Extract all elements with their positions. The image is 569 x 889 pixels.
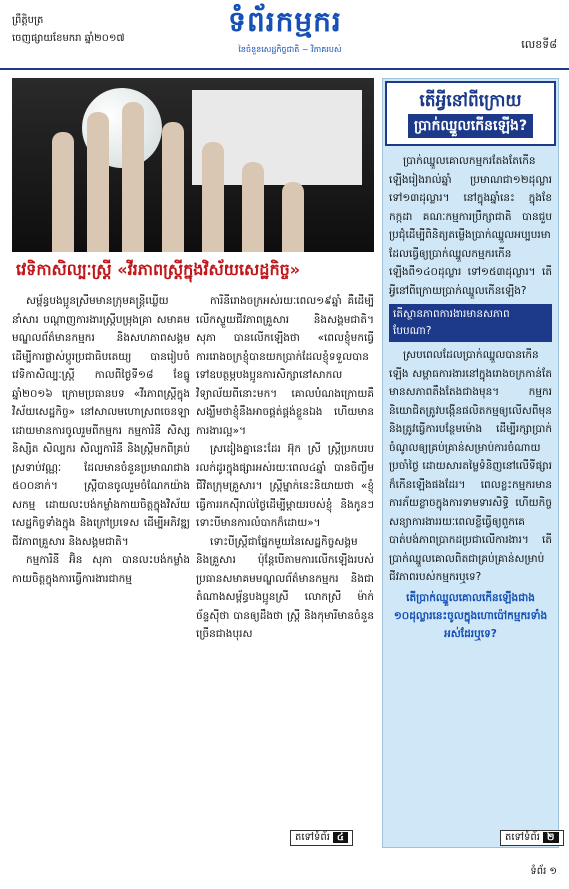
dancer-figure: [202, 142, 224, 252]
continued-label: តទៅទំព័រ: [505, 832, 540, 843]
dancer-figure: [282, 182, 304, 252]
continued-page-number: ២: [543, 832, 559, 843]
masthead-issue-info: [12, 12, 125, 48]
bulletin-label: ព្រឹត្តិបត្រ: [12, 15, 44, 26]
sidebar-title-line1: តើអ្វីនៅពីក្រោយ: [419, 91, 522, 111]
article-paragraph: សម្ព័ន្ធបងប្អូនស្រីមមានក្រុមគន្ត្រីឃ្លើយនាំសារ បណ្តាញការងារស្ត្រីបម្រុងគ្រា សមាគមមណ្ឌលព័ត៌មានកម្មករ និងសហភាពសង្គមដើម្បីការផ្លាស់ប្តូរប្រជាធិបតេយ្យ បានរៀបចំវេទិកាសិល្បៈស្ត្រី កាលពីថ្ងៃទី១៨ ខែធ្នូ ឆ្នាំ២០១៦ ក្រោមប្រធានបទ «វីរភាពស្ត្រីក្នុងវិស័យសេដ្ឋកិច្ច» នៅសាលមហោស្រពចេនឡា ដោយមានការចូលរួមពីកម្មករ កម្មការិនី សិស្ស និស្សិត សិល្បករ សិល្បការិនី និងស្ត្រីមកពីគ្រប់ស្រទាប់វណ្ណៈ ដែលមានចំនួនប្រមាណជាង ៥០០នាក់។ ស្ត្រីបានចូលរួមចំណែកយ៉ាងសកម្ម ដោយលះបង់កម្លាំងកាយចិត្តក្នុងវិស័យសេដ្ឋកិច្ចទាំងក្នុង និងក្រៅប្រទេស ដើម្បីអភិវឌ្ឍជីវភាពគ្រួសារ និងសង្គមជាតិ។: [12, 295, 190, 548]
dancer-figure: [122, 102, 144, 252]
article-paragraph: ស្រដៀងគ្នានេះដែរ អ៊ុក ស្រី ស្ត្រីប្រកបរបរលក់ដូរក្នុងផ្សារអស់រយៈពេល៤ឆ្នាំ បានចិញ្ចឹមជីវិតក្រុមគ្រួសារ។ ស្ត្រីម្នាក់នេះនិយាយថា «ខ្ញុំធ្វើការរកស៊ីរាល់ថ្ងៃដើម្បីម្តាយរបស់ខ្ញុំ និងកូនៗ ទោះបីមានការលំបាកក៏ដោយ»។: [196, 443, 374, 529]
stage-performance-photo: [12, 78, 374, 252]
page-footer: [0, 856, 569, 889]
sidebar-paragraph: ប្រាក់ឈ្នួលគោលកម្មករតែងតែកើនឡើងរៀងរាល់ឆ្នាំ ប្រមាណជា១២ដុល្លារ ទៅ១៣ដុល្លារ។ នៅក្នុងឆ្នាំនេះ ក្នុងខែកក្កដា គណៈកម្មការប្រឹក្សាជាតិ បានជួបប្រជុំដើម្បីពិនិត្យតម្លើងប្រាក់ឈ្នួលអប្បបរមា ដែលធ្វើឲ្យប្រាក់ឈ្នួលកម្មករកើនឡើងពី១៤០ដុល្លារ ទៅ១៥៣ដុល្លារ។ តើអ្វីនៅពីក្រោយប្រាក់ឈ្នួលកើនឡើង?: [389, 155, 552, 297]
newsletter-title: ទំព័រកម្មករ: [228, 5, 342, 38]
article-column-2: [196, 292, 374, 828]
dancer-figure: [52, 132, 74, 252]
article-paragraph: កម្មការិនី អ៊ិន សុភា បានលះបង់កម្លាំងកាយចិត្តក្នុងការធ្វើការងារជាកម្ម: [12, 554, 190, 585]
masthead: [0, 0, 569, 70]
issue-number: លេខទី៨: [521, 38, 557, 51]
sidebar-continued-marker[interactable]: [500, 830, 564, 846]
sidebar-question-heading: តើស្ថានភាពការងារមានសភាពបែបណា?: [389, 304, 552, 342]
article-column-1: [12, 292, 190, 828]
sidebar-paragraph: ស្របពេលដែលប្រាក់ឈ្នួលបានកើនឡើង សម្ពាធការងារនៅក្នុងរោងចក្រកាន់តែមានសភាពតឹងតែងជាងមុន។ កម្មករនិយោជិតត្រូវបង្កើនផលិតកម្មឲ្យលើសពីមុន និងត្រូវធ្វើការបន្ថែមម៉ោង ដើម្បីរក្សាប្រាក់ចំណូលឲ្យគ្រប់គ្រាន់សម្រាប់ការចំណាយប្រចាំថ្ងៃ ដោយសារតម្លៃទំនិញនៅលើទីផ្សារក៏កើនឡើងផងដែរ។ ពេលខ្លះកម្មករមានការភ័យខ្លាចក្នុងការទាមទារសិទ្ធិ ហើយកិច្ចសន្យាការងាររយៈពេលខ្លីធ្វើឲ្យពួកគេបាត់បង់ភាពប្រាកដប្រជាលើការងារ។ តើប្រាក់ឈ្នួលគោលពិតជាគ្រប់គ្រាន់សម្រាប់ជីវភាពរបស់កម្មករឬទេ?: [389, 349, 552, 583]
article-headline: វេទិកាសិល្បៈស្ត្រី «វីរភាពស្ត្រីក្នុងវិស័យសេដ្ឋកិច្ច»: [16, 260, 301, 279]
continued-page-number: ៤: [333, 832, 348, 843]
sidebar-body: [383, 148, 558, 649]
dancer-figure: [162, 122, 184, 252]
sidebar-title: [385, 81, 556, 146]
sidebar-closing-question: តើប្រាក់ឈ្នួលគោលកើនឡើងជាង ១០ដុល្លារនេះចូលក្នុងហោប៉ៅកម្មករទាំងអស់ដែរឬទេ?: [393, 591, 548, 640]
article-continued-marker[interactable]: [290, 830, 353, 846]
dancer-figure: [242, 162, 264, 252]
article-paragraph: ទោះបីស្ត្រីជាផ្នែកមួយនៃសេដ្ឋកិច្ចសង្គម និងគ្រួសារ ប៉ុន្តែបើតាមការលើកឡើងរបស់ប្រធានសមាគមមណ្ឌលព័ត៌មានកម្មករ និងជាតំណាងសម្ព័ន្ធបងប្អូនស្រី លោកស្រី ម៉ាក់ ច័ន្ទសុីថា បានឲ្យដឹងថា ស្ត្រី និងកុមារីមានចំនួនច្រើនជាងបុរស: [196, 535, 374, 640]
newsletter-tagline: នៃចំនួនសេដ្ឋកិច្ចជាតិ ~ វិភាគរបស់: [238, 45, 342, 54]
sidebar-title-line2: ប្រាក់ឈ្នួលកើនឡើង?: [408, 114, 533, 138]
page-number: ទំព័រ ១: [530, 866, 557, 877]
sidebar-feature: [382, 78, 559, 848]
dancer-figure: [87, 112, 109, 252]
article-paragraph: ការិនីរោងចក្រអស់រយៈពេល១៩ឆ្នាំ គឺដើម្បីលើកស្ទួយជីវភាពគ្រួសារ និងសង្គមជាតិ។ សុភា បានលើកឡើងថា «ពេលខ្ញុំមកធ្វើការរោងចក្រខ្ញុំបានយកប្រាក់ដែលខ្ញុំទទួលបានទៅឧបត្ថម្ភបងប្អូនការសិក្សានៅសាកលវិទ្យាល័យពីនោះមក។ គោលបំណងក្រោយគឺសង្ឃឹមថាខ្ញុំនឹងអាចផ្គត់ផ្គង់ខ្លួនឯង ហើយមានការងារល្អ»។: [196, 295, 374, 437]
continued-label: តទៅទំព័រ: [295, 832, 330, 843]
issue-date: ចេញផ្សាយខែមករា ឆ្នាំ២០១៧: [12, 33, 125, 44]
